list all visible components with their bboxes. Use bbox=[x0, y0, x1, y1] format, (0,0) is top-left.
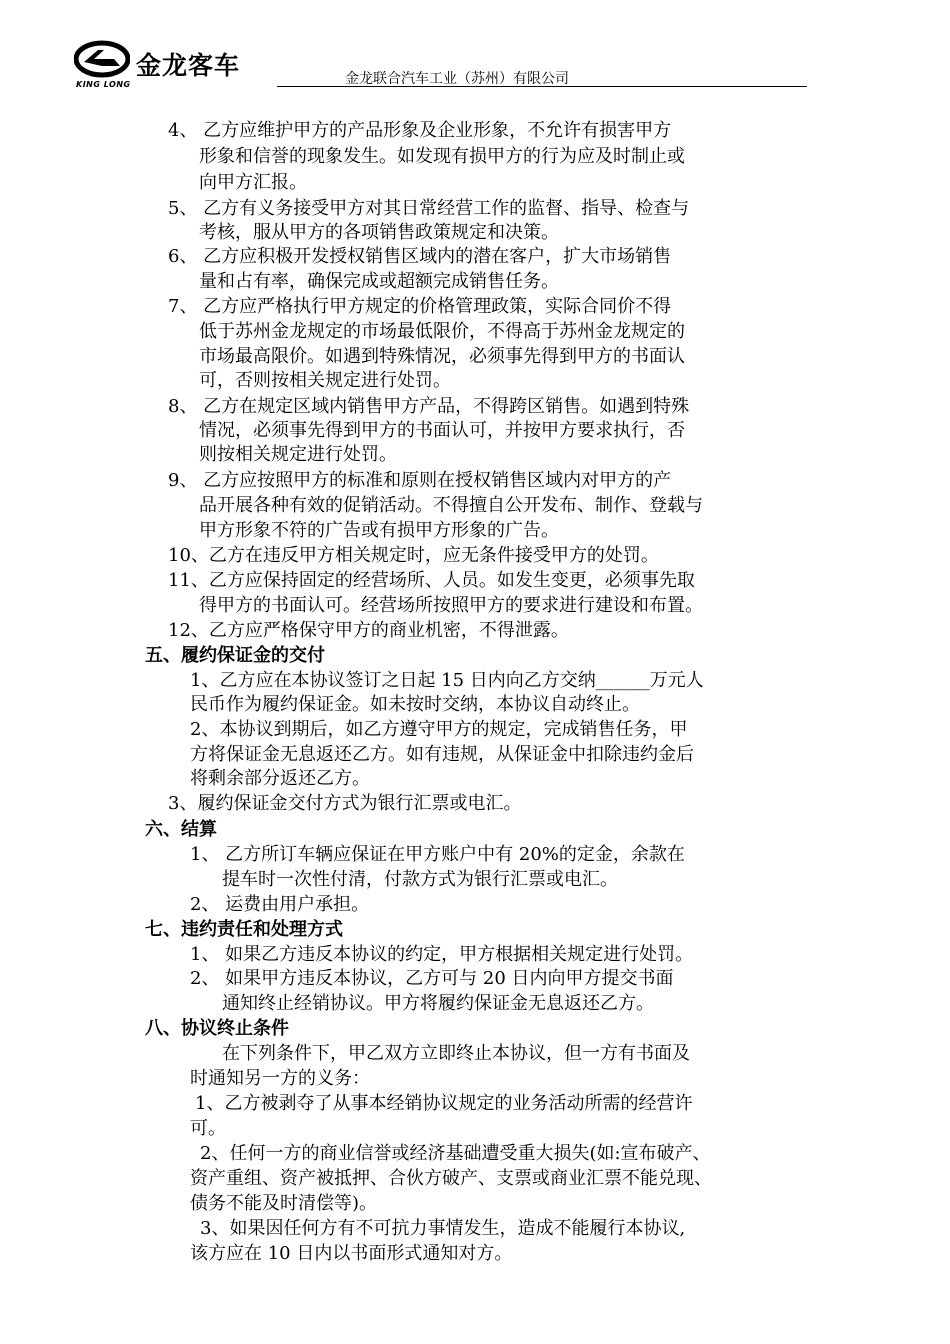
clause-4-line-3: 向甲方汇报。 bbox=[199, 172, 307, 193]
deposit-2-line-3: 将剩余部分返还乙方。 bbox=[190, 768, 370, 789]
clause-5-line-1: 5、 乙方有义务接受甲方对其日常经营工作的监督、指导、检查与 bbox=[168, 198, 690, 219]
termination-2-line-1: 2、任何一方的商业信誉或经济基础遭受重大损失(如:宣布破产、 bbox=[200, 1143, 711, 1164]
clause-4-line-2: 形象和信誉的现象发生。如发现有损甲方的行为应及时制止或 bbox=[199, 146, 685, 167]
clause-7-line-1: 7、 乙方应严格执行甲方规定的价格管理政策，实际合同价不得 bbox=[168, 296, 672, 317]
clause-11-line-2: 得甲方的书面认可。经营场所按照甲方的要求进行建设和布置。 bbox=[199, 595, 703, 616]
termination-intro-line-2: 时通知另一方的义务： bbox=[190, 1068, 370, 1089]
clause-6-line-1: 6、 乙方应积极开发授权销售区域内的潜在客户，扩大市场销售 bbox=[168, 246, 672, 267]
logo-english-text: KING LONG bbox=[76, 80, 131, 89]
clause-8-line-2: 情况，必须事先得到甲方的书面认可，并按甲方要求执行，否 bbox=[199, 420, 685, 441]
termination-intro-line-1: 在下列条件下，甲乙双方立即终止本协议，但一方有书面及 bbox=[222, 1043, 690, 1064]
liability-2-line-1: 2、 如果甲方违反本协议，乙方可与 20 日内向甲方提交书面 bbox=[190, 968, 674, 989]
section-6-heading: 六、结算 bbox=[145, 819, 217, 840]
clause-7-line-3: 市场最高限价。如遇到特殊情况，必须事先得到甲方的书面认 bbox=[199, 346, 685, 367]
termination-3-line-2: 该方应在 10 日内以书面形式通知对方。 bbox=[190, 1243, 513, 1264]
clause-6-line-2: 量和占有率，确保完成或超额完成销售任务。 bbox=[199, 271, 559, 292]
liability-1-line-1: 1、 如果乙方违反本协议的约定，甲方根据相关规定进行处罚。 bbox=[190, 944, 694, 965]
king-long-logo bbox=[74, 40, 254, 92]
header-divider bbox=[277, 86, 807, 87]
clause-8-line-3: 则按相关规定进行处罚。 bbox=[199, 444, 397, 465]
termination-1-line-1: 1、乙方被剥夺了从事本经销协议规定的业务活动所需的经营许 bbox=[195, 1093, 693, 1114]
settlement-1-line-1: 1、 乙方所订车辆应保证在甲方账户中有 20%的定金，余款在 bbox=[190, 844, 685, 865]
clause-9-line-2: 品开展各种有效的促销活动。不得擅自公开发布、制作、登载与 bbox=[199, 495, 703, 516]
deposit-3-line-1: 3、履约保证金交付方式为银行汇票或电汇。 bbox=[168, 793, 522, 814]
clause-10-line-1: 10、乙方在违反甲方相关规定时，应无条件接受甲方的处罚。 bbox=[168, 545, 659, 566]
liability-2-line-2: 通知终止经销协议。甲方将履约保证金无息返还乙方。 bbox=[222, 993, 654, 1014]
clause-11-line-1: 11、乙方应保持固定的经营场所、人员。如发生变更，必须事先取 bbox=[168, 570, 695, 591]
termination-1-line-2: 可。 bbox=[190, 1118, 226, 1139]
clause-8-line-1: 8、 乙方在规定区域内销售甲方产品，不得跨区销售。如遇到特殊 bbox=[168, 396, 690, 417]
deposit-1-line-1: 1、乙方应在本协议签订之日起 15 日内向乙方交纳______万元人 bbox=[190, 670, 704, 691]
termination-2-line-2: 资产重组、资产被抵押、合伙方破产、支票或商业汇票不能兑现、 bbox=[190, 1168, 712, 1189]
clause-7-line-2: 低于苏州金龙规定的市场最低限价，不得高于苏州金龙规定的 bbox=[199, 321, 685, 342]
page-header bbox=[0, 0, 950, 95]
clause-9-line-3: 甲方形象不符的广告或有损甲方形象的广告。 bbox=[199, 520, 559, 541]
section-5-heading: 五、履约保证金的交付 bbox=[145, 645, 325, 666]
settlement-1-line-2: 提车时一次性付清，付款方式为银行汇票或电汇。 bbox=[222, 869, 618, 890]
deposit-2-line-1: 2、本协议到期后，如乙方遵守甲方的规定，完成销售任务，甲 bbox=[190, 719, 688, 740]
termination-3-line-1: 3、如果因任何方有不可抗力事情发生，造成不能履行本协议, bbox=[200, 1218, 686, 1239]
clause-12-line-1: 12、乙方应严格保守甲方的商业机密，不得泄露。 bbox=[168, 620, 569, 641]
king-long-emblem-icon bbox=[74, 40, 130, 78]
clause-5-line-2: 考核，服从甲方的各项销售政策规定和决策。 bbox=[199, 222, 559, 243]
deposit-2-line-2: 方将保证金无息返还乙方。如有违规，从保证金中扣除违约金后 bbox=[190, 744, 694, 765]
clause-9-line-1: 9、 乙方应按照甲方的标准和原则在授权销售区域内对甲方的产 bbox=[168, 470, 672, 491]
clause-7-line-4: 可，否则按相关规定进行处罚。 bbox=[199, 370, 451, 391]
logo-chinese-text: 金龙客车 bbox=[136, 51, 241, 80]
termination-2-line-3: 债务不能及时清偿等)。 bbox=[190, 1193, 378, 1214]
section-7-heading: 七、违约责任和处理方式 bbox=[145, 919, 343, 940]
company-name: 金龙联合汽车工业（苏州）有限公司 bbox=[345, 71, 569, 87]
deposit-1-line-2: 民币作为履约保证金。如未按时交纳，本协议自动终止。 bbox=[190, 694, 640, 715]
settlement-2-line-1: 2、 运费由用户承担。 bbox=[190, 894, 370, 915]
section-8-heading: 八、协议终止条件 bbox=[145, 1018, 289, 1039]
clause-4-line-1: 4、 乙方应维护甲方的产品形象及企业形象，不允许有损害甲方 bbox=[168, 120, 672, 141]
